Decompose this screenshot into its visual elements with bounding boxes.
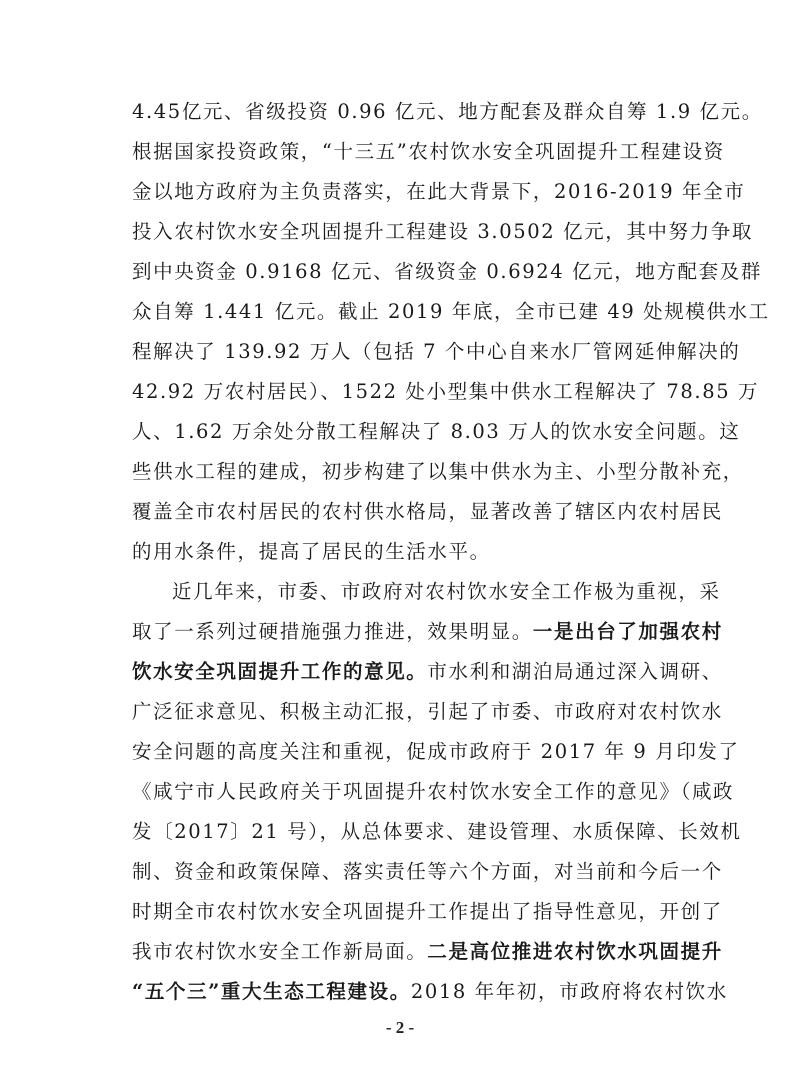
text-line: 的用水条件，提高了居民的生活水平。 xyxy=(132,540,491,563)
text-line: 制、资金和政策保障、落实责任等六个方面，对当前和今后一个 xyxy=(132,860,723,883)
text-line: 金以地方政府为主负责落实，在此大背景下，2016-2019 年全市 xyxy=(132,180,746,203)
text-line: 到中央资金 0.9168 亿元、省级资金 0.6924 亿元，地方配套及群 xyxy=(132,260,762,283)
bold-heading-span: 二是高位推进农村饮水巩固提升 xyxy=(427,940,723,963)
text-line xyxy=(132,978,728,1006)
text-line: 众自筹 1.441 亿元。截止 2019 年底，全市已建 49 处规模供水工 xyxy=(132,300,770,323)
text-span: 取了一系列过硬措施强力推进，效果明显。 xyxy=(132,620,533,643)
text-line: 《咸宁市人民政府关于巩固提升农村饮水安全工作的意见》（咸政 xyxy=(132,780,735,803)
text-line: 广泛征求意见、积极主动汇报，引起了市委、市政府对农村饮水 xyxy=(132,700,723,723)
text-span: 我市农村饮水安全工作新局面。 xyxy=(132,940,428,963)
text-line: 投入农村饮水安全巩固提升工程建设 3.0502 亿元，其中努力争取 xyxy=(132,220,753,243)
text-line: 人、1.62 万余处分散工程解决了 8.03 万人的饮水安全问题。这 xyxy=(132,420,741,443)
bold-heading-span: 饮水安全巩固提升工作的意见。 xyxy=(132,660,428,683)
text-line xyxy=(132,618,723,646)
text-line: 程解决了 139.92 万人（包括 7 个中心自来水厂管网延伸解决的 xyxy=(132,340,741,363)
text-line: 安全问题的高度关注和重视，促成市政府于 2017 年 9 月印发了 xyxy=(132,740,740,763)
text-line xyxy=(132,658,723,686)
text-line: 覆盖全市农村居民的农村供水格局，显著改善了辖区内农村居民 xyxy=(132,500,723,523)
bold-heading-span: 一是出台了加强农村 xyxy=(532,620,723,643)
text-line xyxy=(132,938,723,966)
text-line: 根据国家投资政策，“十三五”农村饮水安全巩固提升工程建设资 xyxy=(132,140,725,163)
bold-heading-span: “五个三”重大生态工程建设。 xyxy=(132,980,411,1003)
text-span: 市水利和湖泊局通过深入调研、 xyxy=(427,660,723,683)
text-line: 些供水工程的建成，初步构建了以集中供水为主、小型分散补充， xyxy=(132,460,744,483)
text-line: 4.45亿元、省级投资 0.96 亿元、地方配套及群众自筹 1.9 亿元。 xyxy=(132,100,763,123)
text-line: 42.92 万农村居民）、1522 处小型集中供水工程解决了 78.85 万 xyxy=(132,380,760,403)
paragraph-first-line: 近几年来，市委、市政府对农村饮水安全工作极为重视，采 xyxy=(172,580,721,603)
page-number: - 2 - xyxy=(385,1018,415,1037)
text-line: 发〔2017〕21 号），从总体要求、建设管理、水质保障、长效机 xyxy=(132,820,742,843)
text-line: 时期全市农村饮水安全巩固提升工作提出了指导性意见，开创了 xyxy=(132,900,723,923)
text-span: 2018 年年初，市政府将农村饮水 xyxy=(410,980,728,1003)
